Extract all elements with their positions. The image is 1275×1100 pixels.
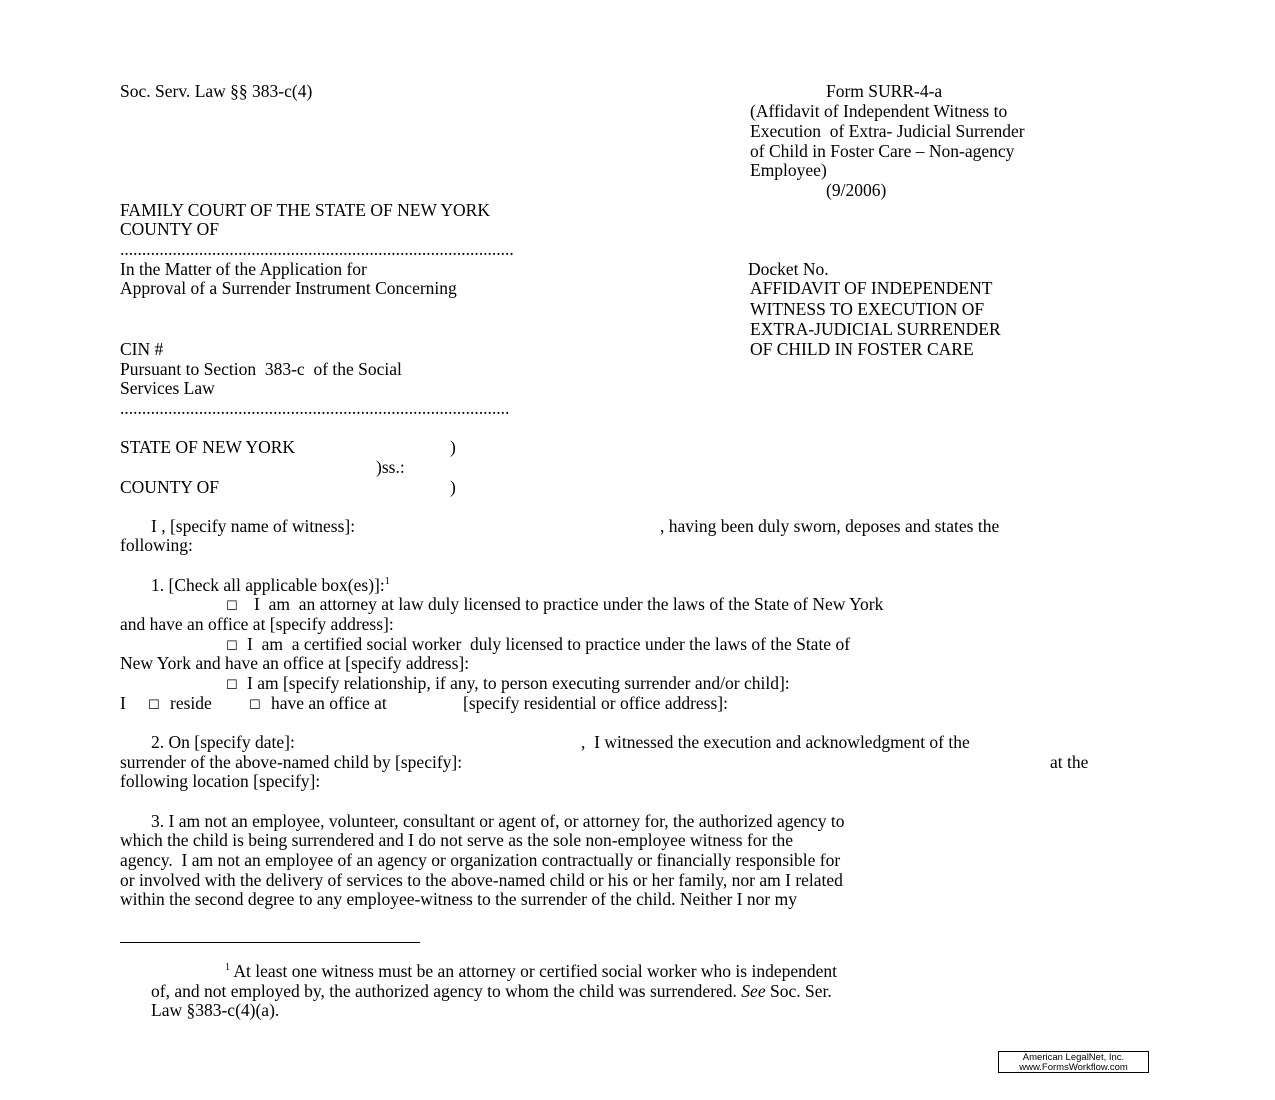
footnote-line: Law §383-c(4)(a). (151, 1000, 280, 1020)
footnote-line: of, and not employed by, the authorized agency to whom the child was surrendered. See Soc. Ser. (151, 981, 832, 1001)
form-number: Form SURR-4-a (826, 81, 943, 101)
form-description-line: of Child in Foster Care – Non-agency (750, 141, 1015, 161)
option-attorney-cont: and have an office at [specify address]: (120, 614, 394, 634)
option-relationship: I am [specify relationship, if any, to person executing surrender and/or child]: (247, 673, 790, 693)
publisher-badge (998, 1051, 1149, 1073)
pursuant-line: Pursuant to Section 383-c of the Social (120, 359, 402, 379)
para3-line: agency. I am not an employee of an agency or organization contractually or financially responsible for (120, 850, 841, 870)
court-county: COUNTY OF (120, 219, 220, 239)
venue-paren: ) (450, 437, 456, 457)
checkbox-relationship[interactable]: ☐ (226, 678, 238, 693)
checkbox-office[interactable]: ☐ (249, 698, 261, 713)
para3-line: within the second degree to any employee-witness to the surrender of the child. Neither I nor my (120, 889, 797, 909)
option-reside: reside (170, 693, 212, 713)
para3-line: which the child is being surrendered and I do not serve as the sole non-employee witness for the (120, 830, 794, 850)
publisher-url[interactable]: www.FormsWorkflow.com (1019, 1062, 1128, 1073)
dotted-separator: .......................................................................................... (120, 239, 514, 259)
venue-paren: ) (450, 477, 456, 497)
para2-surrender-by: surrender of the above-named child by [specify]: (120, 752, 463, 772)
footnote-reference: 1 (384, 576, 390, 588)
intro-sworn: , having been duly sworn, deposes and states the (660, 516, 1000, 536)
caption-title-line: EXTRA-JUDICIAL SURRENDER (750, 319, 1001, 339)
footnote-line: $^1$ At least one witness must be an attorney or certified social worker who is independent (225, 961, 838, 981)
checkbox-attorney[interactable]: ☐ (226, 599, 238, 614)
matter-line: In the Matter of the Application for (120, 259, 367, 279)
venue-ss: )ss.: (376, 457, 405, 477)
para2-witnessed: , I witnessed the execution and acknowledgment of the (581, 732, 970, 752)
option-office: have an office at (271, 693, 387, 713)
form-description-line: Execution of Extra- Judicial Surrender (750, 121, 1025, 141)
para2-at-the: at the (1050, 752, 1089, 772)
form-description-line: (Affidavit of Independent Witness to (750, 101, 1008, 121)
para2-location: following location [specify]: (120, 771, 321, 791)
statute-reference: Soc. Serv. Law §§ 383-c(4) (120, 81, 313, 101)
footnote-rule (120, 942, 420, 943)
caption-title-line: WITNESS TO EXECUTION OF (750, 299, 985, 319)
caption-title-line: OF CHILD IN FOSTER CARE (750, 339, 974, 359)
option-social-worker: I am a certified social worker duly licensed to practice under the laws of the State of (247, 634, 851, 654)
venue-state: STATE OF NEW YORK (120, 437, 296, 457)
address-prompt: [specify residential or office address]: (463, 693, 728, 713)
checkbox-reside[interactable]: ☐ (148, 698, 160, 713)
para3-line: or involved with the delivery of services to the above-named child or his or her family, nor am I related (120, 870, 843, 890)
venue-county: COUNTY OF (120, 477, 220, 497)
publisher-name: American LegalNet, Inc. (1022, 1052, 1125, 1063)
pursuant-line: Services Law (120, 378, 215, 398)
para2-date: 2. On [specify date]: (151, 732, 295, 752)
form-revision: (9/2006) (826, 180, 887, 200)
para3-line: 3. I am not an employee, volunteer, consultant or agent of, or attorney for, the authorized agency to (151, 811, 845, 831)
checkbox-social-worker[interactable]: ☐ (226, 639, 238, 654)
caption-title-line: AFFIDAVIT OF INDEPENDENT (750, 278, 993, 298)
para1-lead: 1. [Check all applicable box(es)]:$^1$ (151, 575, 390, 595)
docket-number-label: Docket No. (748, 259, 829, 279)
option-social-worker-cont: New York and have an office at [specify address]: (120, 653, 470, 673)
matter-line: Approval of a Surrender Instrument Concerning (120, 278, 457, 298)
footnote-mark: 1 (225, 962, 230, 974)
intro-witness-name: I , [specify name of witness]: (151, 516, 356, 536)
court-name: FAMILY COURT OF THE STATE OF NEW YORK (120, 200, 490, 220)
option-attorney: I am an attorney at law duly licensed to practice under the laws of the State of New York (254, 594, 884, 614)
dotted-separator: ......................................................................................... (120, 398, 510, 418)
line-i: I (120, 693, 126, 713)
intro-following: following: (120, 535, 193, 555)
cin-label: CIN # (120, 339, 164, 359)
form-description-line: Employee) (750, 160, 827, 180)
